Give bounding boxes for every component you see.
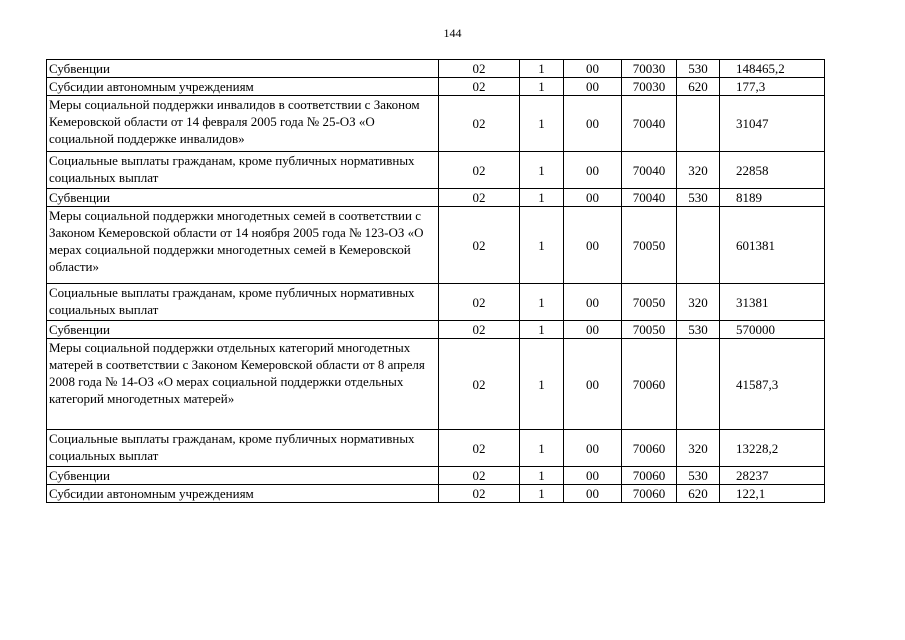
table-row [47,152,825,189]
amount-cell: 122,1 [720,485,825,503]
expense-type-code-cell: 320 [677,284,720,321]
program-code-cell: 00 [564,284,622,321]
table-row [47,78,825,96]
table-row [47,485,825,503]
page-number: 144 [443,26,462,40]
amount-cell: 41587,3 [720,339,825,430]
subsection-code-cell: 1 [520,485,564,503]
expense-type-code-cell: 620 [677,485,720,503]
table-row [47,207,825,284]
subsection-code-cell: 1 [520,284,564,321]
amount-cell: 13228,2 [720,430,825,467]
amount-cell: 22858 [720,152,825,189]
article-code-cell: 70050 [622,284,677,321]
section-code-cell: 02 [439,284,520,321]
article-code-cell: 70050 [622,321,677,339]
expense-type-code-cell: 530 [677,60,720,78]
program-code-cell: 00 [564,78,622,96]
article-code-cell: 70040 [622,96,677,152]
subsection-code-cell: 1 [520,321,564,339]
program-code-cell: 00 [564,339,622,430]
expense-type-code-cell: 530 [677,467,720,485]
program-code-cell: 00 [564,430,622,467]
section-code-cell: 02 [439,430,520,467]
section-code-cell: 02 [439,189,520,207]
table-row [47,96,825,152]
article-code-cell: 70050 [622,207,677,284]
program-code-cell: 00 [564,467,622,485]
section-code-cell: 02 [439,467,520,485]
amount-cell: 148465,2 [720,60,825,78]
expense-name-cell: Субвенции [47,321,439,339]
article-code-cell: 70030 [622,78,677,96]
expense-name-cell: Социальные выплаты гражданам, кроме публичных нормативных социальных выплат [47,284,439,321]
section-code-cell: 02 [439,78,520,96]
article-code-cell: 70030 [622,60,677,78]
amount-cell: 31047 [720,96,825,152]
table-row [47,339,825,430]
section-code-cell: 02 [439,339,520,430]
subsection-code-cell: 1 [520,152,564,189]
expense-type-code-cell: 530 [677,189,720,207]
expense-type-code-cell: 320 [677,152,720,189]
article-code-cell: 70060 [622,339,677,430]
section-code-cell: 02 [439,96,520,152]
expense-name-cell: Социальные выплаты гражданам, кроме публичных нормативных социальных выплат [47,430,439,467]
amount-cell: 601381 [720,207,825,284]
subsection-code-cell: 1 [520,60,564,78]
subsection-code-cell: 1 [520,189,564,207]
program-code-cell: 00 [564,152,622,189]
article-code-cell: 70060 [622,467,677,485]
program-code-cell: 00 [564,60,622,78]
expense-type-code-cell [677,96,720,152]
program-code-cell: 00 [564,96,622,152]
expense-type-code-cell [677,339,720,430]
table-row [47,60,825,78]
amount-cell: 8189 [720,189,825,207]
program-code-cell: 00 [564,485,622,503]
expense-name-cell: Меры социальной поддержки отдельных категорий многодетных матерей в соответствии с Законом Кемеровской области от 8 апреля 2008 года № 14-ОЗ «О мерах социальной поддержки отдельных категорий многодетных матерей» [47,339,439,430]
article-code-cell: 70040 [622,152,677,189]
expense-type-code-cell: 320 [677,430,720,467]
subsection-code-cell: 1 [520,96,564,152]
table-row [47,430,825,467]
expense-name-cell: Субсидии автономным учреждениям [47,485,439,503]
program-code-cell: 00 [564,207,622,284]
expense-name-cell: Субвенции [47,60,439,78]
subsection-code-cell: 1 [520,467,564,485]
subsection-code-cell: 1 [520,430,564,467]
expense-name-cell: Меры социальной поддержки инвалидов в соответствии с Законом Кемеровской области от 14 февраля 2005 года № 25-ОЗ «О социальной поддержке инвалидов» [47,96,439,152]
amount-cell: 570000 [720,321,825,339]
expense-name-cell: Меры социальной поддержки многодетных семей в соответствии с Законом Кемеровской области от 14 ноября 2005 года № 123-ОЗ «О мерах социальной поддержки многодетных семей в Кемеровской области» [47,207,439,284]
amount-cell: 28237 [720,467,825,485]
section-code-cell: 02 [439,321,520,339]
section-code-cell: 02 [439,485,520,503]
article-code-cell: 70060 [622,430,677,467]
expense-type-code-cell: 530 [677,321,720,339]
article-code-cell: 70040 [622,189,677,207]
budget-table-body [47,60,825,503]
table-row [47,321,825,339]
table-row [47,467,825,485]
expense-name-cell: Субвенции [47,189,439,207]
budget-table [46,59,825,503]
amount-cell: 177,3 [720,78,825,96]
subsection-code-cell: 1 [520,78,564,96]
expense-name-cell: Субсидии автономным учреждениям [47,78,439,96]
expense-name-cell: Субвенции [47,467,439,485]
expense-type-code-cell: 620 [677,78,720,96]
section-code-cell: 02 [439,60,520,78]
program-code-cell: 00 [564,321,622,339]
expense-name-cell: Социальные выплаты гражданам, кроме публичных нормативных социальных выплат [47,152,439,189]
amount-cell: 31381 [720,284,825,321]
section-code-cell: 02 [439,207,520,284]
subsection-code-cell: 1 [520,207,564,284]
expense-type-code-cell [677,207,720,284]
subsection-code-cell: 1 [520,339,564,430]
table-row [47,284,825,321]
program-code-cell: 00 [564,189,622,207]
table-row [47,189,825,207]
article-code-cell: 70060 [622,485,677,503]
section-code-cell: 02 [439,152,520,189]
